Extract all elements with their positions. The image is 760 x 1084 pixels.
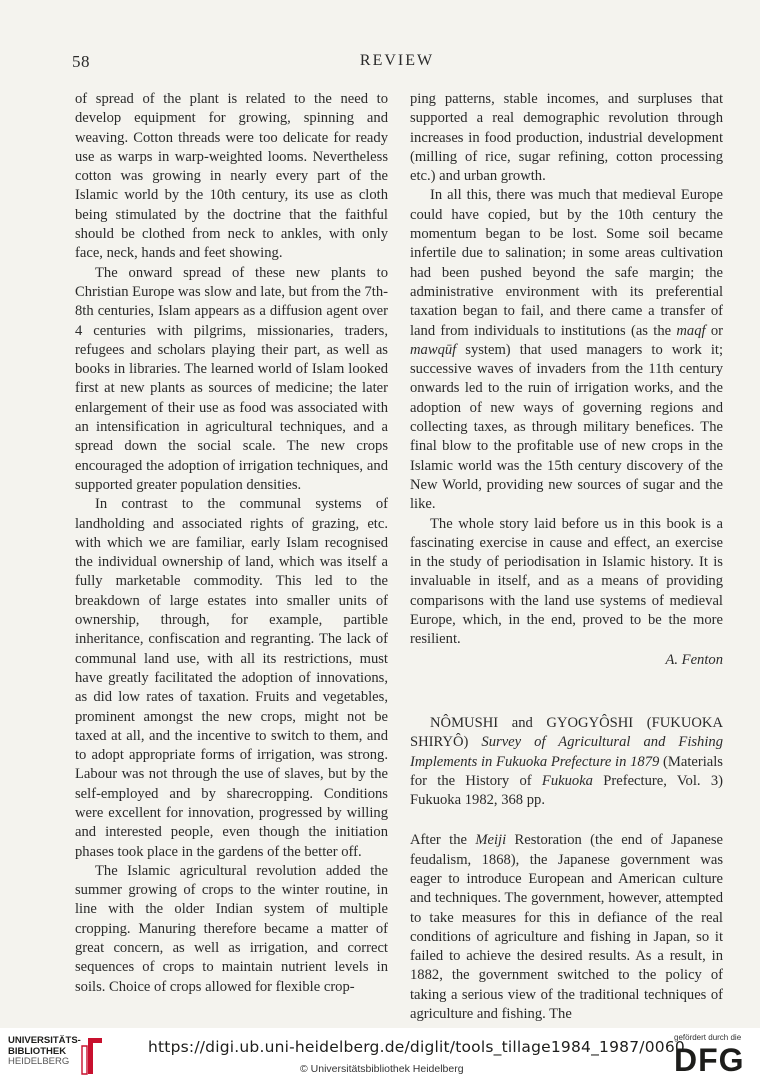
reviewer-signature: A. Fenton	[665, 651, 723, 668]
term-italic: Meiji	[475, 832, 507, 849]
paragraph: In all this, there was much that medieval Europe could have copied, but by the 10th century the momentum began to be lost. Some soil became infertile due to salination; in some areas cultivation had been pushed beyond the safe margin; the administrative environment with its preferential taxation began to fail, and there came a transfer of land from individuals to institutions (as the maqf or mawqūf system) that used managers to work it; successive waves of invaders from the 11th century onwards led to the ruin of irrigation works, and the adoption of new ways of governing regions and collecting taxes, as through military benefices. The final blow to the profitable use of new crops in the Islamic world was the 15th century discovery of the New World, providing new sources of sugar and the like.	[410, 187, 723, 513]
left-column	[75, 90, 388, 997]
paragraph: The whole story laid before us in this book is a fascinating exercise in cause and effect, an exercise in the study of periodisation in Islamic history. It is invaluable in itself, and as a means of providing comparisons with the land use systems of medieval Europe, which, in the end, proved to be the more resilient.	[410, 515, 723, 648]
book-citation: NÔMUSHI and GYOGYÔSHI (FUKUOKA SHIRYÔ) Survey of Agricultural and Fishing Implements in Fukuoka Prefecture in 1879 (Materials for the History of Fukuoka Prefecture, Vol. 3) Fukuoka 1982, 368 pp.	[410, 714, 723, 809]
funder-logo: DFG	[674, 1042, 745, 1078]
paragraph: After the Meiji Restoration (the end of Japanese feudalism, 1868), the Japanese government was eager to introduce European and American culture and techniques. The government, however, attempted to take measures for this in defiance of the real conditions of agriculture and fishing in Japan, so it failed to achieve the desired results. As a result, in 1882, the government switched to the policy of taking a serious view of the traditional techniques of agriculture and fishing. The	[410, 832, 723, 1023]
library-mark-icon	[78, 1034, 106, 1078]
running-title: REVIEW	[359, 52, 435, 69]
paragraph: of spread of the plant is related to the need to develop equipment for growing, spinning and weaving. Cotton threads were too delicate for ready use as warps in warp-weighted looms. Nevertheless cotton was growing in nearly every part of the Islamic world by the 10th century, its use as cloth being stimulated by the doctrine that the faithful should be clothed from neck to ankles, with only face, neck, hands and feet showing.	[75, 91, 388, 262]
term-italic: mawqūf	[410, 341, 457, 358]
page-header	[72, 52, 722, 74]
paragraph: ping patterns, stable incomes, and surpluses that supported a real demographic revolution through increases in food production, industrial development (milling of rice, sugar refining, cotton processing etc.) and urban growth.	[410, 91, 723, 185]
copyright-notice: © Universitätsbibliothek Heidelberg	[300, 1063, 464, 1075]
page-number: 58	[72, 52, 90, 71]
document-url-link[interactable]: https://digi.ub.uni-heidelberg.de/diglit/tools_tillage1984_1987/0060	[148, 1038, 685, 1056]
paragraph: The onward spread of these new plants to Christian Europe was slow and late, but from the 7th-8th centuries, Islam appears as a diffusion agent over 4 centuries with pilgrims, missionaries, traders, refugees and scholars playing their part, as well as books in libraries. The learned world of Islam looked first at new plants as sources of medicine; the later enlargement of their use as food was associated with an intensification in agricultural techniques, and a spread down the social scale. The new crops encouraged the adoption of irrigation techniques, and supported greater population densities.	[75, 264, 388, 493]
paragraph: The Islamic agricultural revolution added the summer growing of crops to the winter routine, in line with the older Indian system of multiple cropping. Manuring therefore became a matter of great concern, as well as irrigation, and correct sequences of crops to maintain nutrient levels in soils. Choice of crops allowed for flexible crop-	[75, 862, 388, 995]
right-column	[410, 90, 723, 1024]
funder-note: gefördert durch die	[674, 1033, 742, 1042]
place-italic: Fukuoka	[541, 772, 593, 789]
book-title: Survey of Agricultural and Fishing Implements in Fukuoka Prefecture in 1879	[410, 734, 723, 770]
paragraph: In contrast to the communal systems of landholding and associated rights of grazing, etc. with which we are familiar, early Islam recognised the individual ownership of land, which was itself a fully marketable commodity. This led to the breakdown of large estates into smaller units of ownership, through, for example, partible inheritance, confiscation and regranting. The lack of communal land use, with all its restrictions, must have greatly facilitated the adoption of innovations, as did low rates of taxation. Fruits and vegetables, prominent amongst the new crops, might not be taxed at all, and the incentive to switch to them, and to adopt appropriate forms of irrigation, was strong. Labour was not through the use of slaves, but by the self-employed and by sharecropping. Conditions were excellent for innovation, progressed by willing and interested people, even though the initiation phases took place in the gardens of the better off.	[75, 496, 388, 860]
term-italic: maqf	[676, 322, 706, 339]
footer-bar	[0, 1028, 760, 1084]
library-logo: UNIVERSITÄTS- BIBLIOTHEK HEIDELBERG	[8, 1035, 81, 1067]
